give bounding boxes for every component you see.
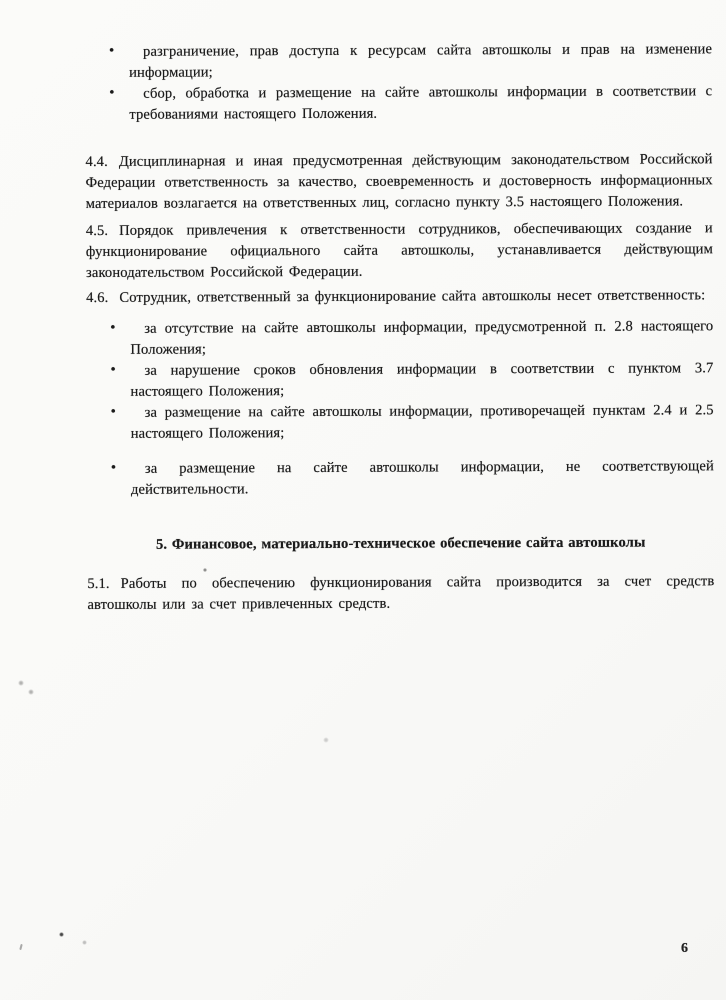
section-text: Порядок привлечения к ответственности сотрудников, обеспечивающих создание и функционирование официального сайта автошколы, устанавливается действующим законодательством Российской Федерации. [85, 220, 713, 281]
list-item: • разграничение, прав доступа к ресурсам сайта автошколы и прав на изменение информации; [85, 39, 712, 84]
section-text: Работы по обеспечению функционирования сайта производится за счет средств автошколы или за счет привлеченных средств. [87, 573, 715, 613]
scan-speck [19, 944, 22, 950]
section-number: 5.1. [87, 575, 110, 592]
scan-speck [28, 689, 34, 695]
paragraph-4-5 [86, 218, 713, 284]
scan-speck [18, 680, 24, 686]
section-5-heading: 5. Финансовое, материально-техническое обеспечение сайта автошколы [155, 534, 646, 553]
scan-speck [323, 737, 329, 743]
list-item: • сбор, обработка и размещение на сайте автошколы информации в соответствии с требованиями настоящего Положения. [85, 81, 712, 126]
page-number: 6 [681, 941, 688, 956]
intro-bullet-list [85, 39, 712, 126]
scan-speck [59, 932, 64, 937]
scan-speck [82, 940, 87, 945]
section-number: 4.6. [86, 289, 109, 306]
section-text: Сотрудник, ответственный за функционирование сайта автошколы несет ответственность: [119, 287, 706, 306]
section-text: Дисциплинарная и иная предусмотренная действующим законодательством Российской Федерации ответственность за качество, своевременность и достоверность информационных материалов возлагается на ответственных лиц, согласно пункту 3.5 настоящего Положения. [85, 151, 713, 212]
paragraph-5-1 [87, 571, 714, 616]
responsibility-bullet-list [86, 316, 714, 501]
paragraph-4-4 [85, 149, 712, 215]
list-item: • за размещение на сайте автошколы информации, противоречащей пунктам 2.4 и 2.5 настоящего Положения; [87, 400, 714, 445]
section-number: 4.4. [85, 153, 108, 170]
list-item: • за отсутствие на сайте автошколы информации, предусмотренной п. 2.8 настоящего Положения; [86, 316, 713, 361]
document-body [85, 39, 714, 616]
paragraph-4-6 [86, 285, 713, 309]
list-item: • за размещение на сайте автошколы информации, не соответствующей действительности. [87, 456, 714, 501]
section-number: 4.5. [85, 222, 109, 239]
list-item: • за нарушение сроков обновления информации в соответствии с пунктом 3.7 настоящего Положения; [86, 358, 713, 403]
